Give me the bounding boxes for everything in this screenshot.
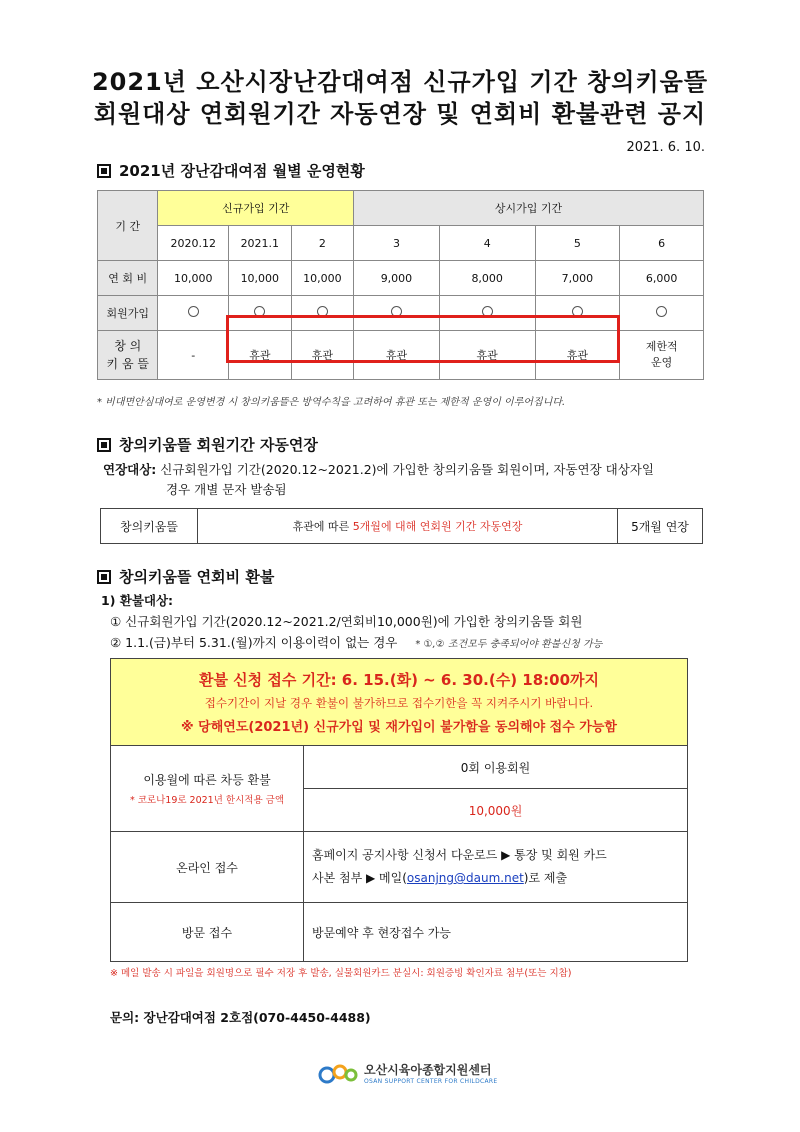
center-name: 오산시육아종합지원센터 [364,1063,492,1077]
ckd-cell: 휴관 [229,331,292,380]
fee-cell: 8,000 [439,261,535,296]
refund-item2-note: * ①,② 조건모두 충족되어야 환불신청 가능 [415,639,603,650]
highlight-box [226,315,620,363]
ckd-cell: - [158,331,229,380]
target-text2: 경우 개별 문자 발송됨 [166,482,287,497]
online-text2-post: )로 제출 [523,871,568,885]
square-bullet-icon [97,164,111,178]
ckd-last-line2: 운영 [651,356,673,369]
section3-heading [97,566,274,587]
extension-table [100,508,703,544]
online-text1: 홈페이지 공지사항 신청서 다운로드 ▶ 통장 및 회원 카드 [312,848,607,862]
banner-line2: 접수기간이 지날 경우 환불이 불가하므로 접수기한을 꼭 지켜주시기 바랍니다. [204,696,594,710]
fee-cell: 10,000 [229,261,292,296]
month-cell: 6 [620,226,704,261]
online-label: 온라인 접수 [111,832,304,903]
fee-cell: 10,000 [291,261,354,296]
banner-line3: ※ 당해연도(2021년) 신규가입 및 재가입이 불가함을 동의해야 접수 가능함 [181,720,617,735]
refund-label-cell [111,746,304,832]
email-link[interactable]: osanjng@daum.net [406,871,524,885]
circle-icon [656,306,667,317]
join-cell [620,296,704,331]
online-text [304,832,688,903]
online-text2-pre: 사본 첨부 ▶ 메일( [312,871,407,885]
fee-cell: 6,000 [620,261,704,296]
join-label: 회원가입 [98,296,158,331]
month-cell: 2020.12 [158,226,229,261]
ext-desc-pre: 휴관에 따른 [292,520,353,533]
refund-label: 이용월에 따른 차등 환불 [143,773,271,787]
refund-item1: ① 신규회원가입 기간(2020.12~2021.2/연회비10,000원)에 가입한 창의키움뜰 회원 [110,614,583,629]
circle-icon [188,306,199,317]
center-logo-text [364,1061,497,1085]
visit-text: 방문예약 후 현장접수 가능 [304,903,688,962]
ckd-label-line1: 창 의 [114,339,142,353]
section1-heading [97,160,365,181]
month-cell: 2021.1 [229,226,292,261]
target-text1: 신규회원가입 기간(2020.12~2021.2)에 가입한 창의키움뜰 회원이며, 자동연장 대상자일 [160,462,654,477]
ckd-label [98,331,158,380]
fee-label: 연 회 비 [98,261,158,296]
refund-sublabel: * 코로나19로 2021년 한시적용 금액 [129,795,285,806]
month-cell: 5 [535,226,620,261]
month-cell: 3 [354,226,440,261]
fee-cell: 9,000 [354,261,440,296]
ckd-cell-last [620,331,704,380]
always-join-period: 상시가입 기간 [354,191,704,226]
ckd-label-line2: 키 움 뜰 [106,357,149,371]
new-join-period: 신규가입 기간 [158,191,354,226]
banner-title: 환불 신청 접수 기간: 6. 15.(화) ~ 6. 30.(수) 18:00까지 [198,671,600,689]
section2-heading [97,434,318,455]
square-bullet-icon [97,570,111,584]
join-cell [158,296,229,331]
target-label: 연장대상: [103,462,157,477]
visit-label: 방문 접수 [111,903,304,962]
title-line2: 회원대상 연회원기간 자동연장 및 연회비 환불관련 공지 [93,100,707,128]
ckd-cell: 휴관 [535,331,620,380]
square-bullet-icon [97,438,111,452]
center-logo [318,1060,497,1086]
refund-footnote: ※ 메일 발송 시 파일을 회원명으로 필수 저장 후 발송, 실물회원카드 분실시: 회원증빙 확인자료 첨부(또는 지참) [110,968,572,979]
ckd-cell: 휴관 [354,331,440,380]
section2-heading-text: 창의키움뜰 회원기간 자동연장 [119,436,318,454]
contact: 문의: 장난감대여점 2호점(070-4450-4488) [110,1010,371,1025]
refund-item2-text: ② 1.1.(금)부터 5.31.(월)까지 이용이력이 없는 경우 [110,635,398,650]
notice-date: 2021. 6. 10. [626,140,705,155]
fee-cell: 7,000 [535,261,620,296]
ext-desc-red: 5개월에 대해 연회원 기간 자동연장 [352,520,523,533]
refund-item2 [110,633,700,651]
fee-cell: 10,000 [158,261,229,296]
ext-result: 5개월 연장 [618,509,703,544]
refund-sub: 1) 환불대상: [101,593,174,608]
center-english: OSAN SUPPORT CENTER FOR CHILDCARE [364,1078,498,1085]
section3-heading-text: 창의키움뜰 연회비 환불 [119,568,275,586]
center-logo-icon [318,1060,358,1086]
refund-banner [111,659,688,746]
month-cell: 4 [439,226,535,261]
ckd-last-line1: 제한적 [645,340,678,353]
month-cell: 2 [291,226,354,261]
refund-amount: 10,000원 [304,789,688,832]
extension-target [103,460,723,500]
refund-col-header: 0회 이용회원 [304,746,688,789]
online-text2 [312,867,686,890]
refund-table [110,658,688,962]
ckd-cell: 휴관 [439,331,535,380]
section1-heading-text: 2021년 장난감대여점 월별 운영현황 [119,162,365,180]
ext-name: 창의키움뜰 [101,509,198,544]
ext-desc [198,509,618,544]
title-line1: 2021년 오산시장난감대여점 신규가입 기간 창의키움뜰 [91,68,709,96]
ckd-cell: 휴관 [291,331,354,380]
period-label: 기 간 [98,191,158,261]
section1-note: * 비대면안심대여로 운영변경 시 창의키움뜰은 방역수칙을 고려하여 휴관 또는 제한적 운영이 이루어집니다. [97,397,566,408]
